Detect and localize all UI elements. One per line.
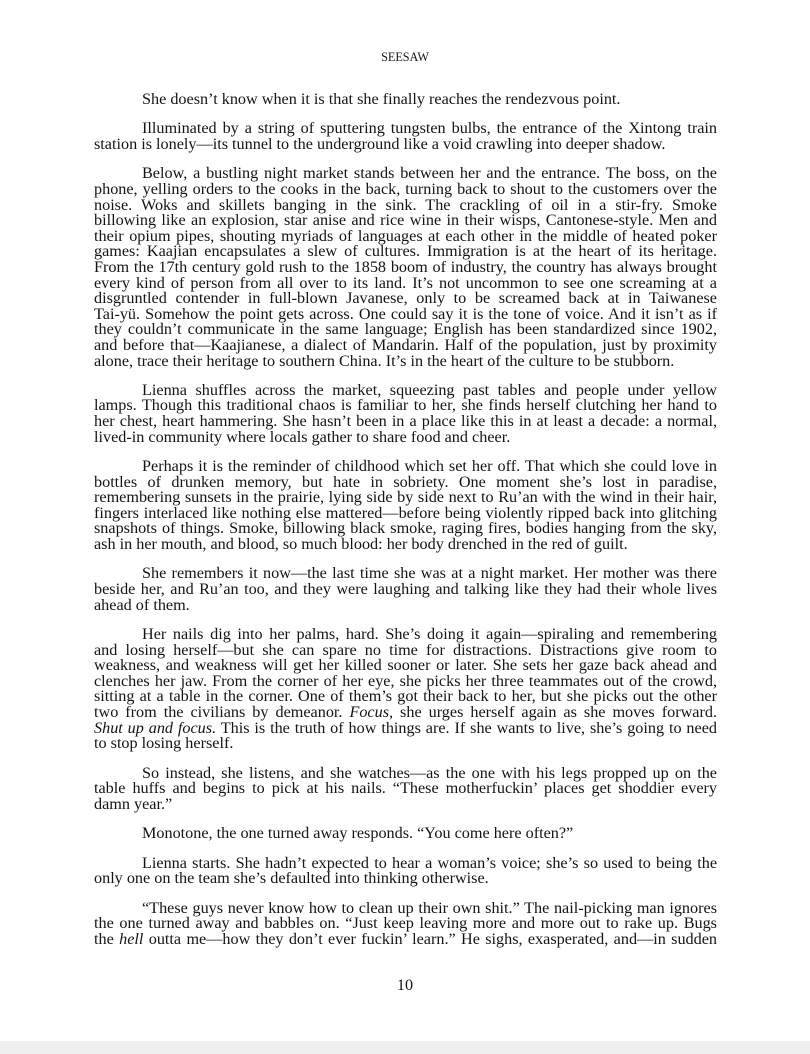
line-text: Lienna shuffles across the market, squeezing past tables and people under yellow	[142, 380, 717, 399]
text-run: This is the truth of how things are. If she wants to live, she’s going to need	[216, 718, 717, 737]
line-text: their opium pipes, shouting myriads of languages at each other in the middle of heated poker	[94, 226, 717, 245]
line-text: fingers interlaced like nothing else mattered—before being violently ripped back into glitching	[94, 503, 717, 522]
emphasized-text: Shut up and focus.	[94, 718, 217, 737]
line-text: Lienna starts. She hadn’t expected to hear a woman’s voice; she’s so used to being the	[142, 853, 717, 872]
line-text: “These guys never know how to clean up their own shit.” The nail-picking man ignores	[142, 898, 717, 917]
page-number: 10	[396, 976, 414, 994]
line-text: Monotone, the one turned away responds. “You come here often?”	[142, 824, 574, 843]
line-text: Her nails dig into her palms, hard. She’s doing it again—spiraling and remembering	[142, 625, 717, 643]
text-line	[94, 781, 717, 797]
line-text: only one on the team she’s defaulted into thinking otherwise.	[94, 869, 489, 888]
text-line	[94, 871, 717, 887]
paragraph	[94, 566, 717, 613]
text-line	[94, 794, 717, 813]
text-line	[94, 736, 717, 752]
text-line	[94, 134, 717, 153]
line-text: games: Kaajian encapsulates a slew of cultures. Immigration is at the heart of its heritage.	[94, 242, 717, 261]
line-text: alone, trace their heritage to southern China. It’s in the heart of the culture to be stubborn.	[94, 351, 675, 370]
line-text: weakness, and weakness will get her killed sooner or later. She sets her gaze back ahead and	[94, 656, 717, 675]
text-run: outta me—how they don’t ever fuckin’ learn.” He sighs, exasperated, and—in sudden	[143, 929, 718, 948]
paragraph	[94, 121, 717, 152]
line-text: Perhaps it is the reminder of childhood which set her off. That which she could love in	[142, 457, 717, 476]
line-text: they couldn’t communicate in the same language; English has been standardized since 1902,	[94, 320, 717, 339]
line-text: station is lonely—its tunnel to the underground like a void crawling into deeper shadow.	[94, 134, 666, 153]
text-run: the	[94, 929, 120, 948]
line-text: the one turned away and babbles on. “Just keep leaving more and more out to rake up. Bugs	[94, 914, 717, 933]
text-line	[94, 537, 717, 553]
line-text: ahead of them.	[94, 595, 190, 614]
line-text: clenches her jaw. From the corner of her eye, she picks her three teammates out of the crowd,	[94, 671, 717, 690]
line-text: sitting at a table in the corner. One of them’s got their back to her, but she picks out the other	[94, 687, 717, 706]
line-text: to stop losing herself.	[94, 734, 234, 753]
line-text: Tai-yü. Somehow the point gets across. One could say it is the tone of voice. And it isn’t as if	[94, 304, 717, 323]
line-text: her chest, heart hammering. She hasn’t been in a place like this in at least a decade: a normal,	[94, 412, 717, 431]
paragraph	[94, 826, 717, 842]
line-text	[94, 930, 717, 948]
page-bottom-edge	[0, 1041, 810, 1054]
line-text: snapshots of things. Smoke, billowing black smoke, raging fires, bodies hanging from the sky,	[94, 519, 717, 538]
line-text: Below, a bustling night market stands between her and the entrance. The boss, on the	[142, 164, 717, 183]
paragraph	[94, 627, 717, 752]
line-text: So instead, she listens, and she watches—as the one with his legs propped up on the	[142, 763, 717, 782]
line-text: Illuminated by a string of sputtering tungsten bulbs, the entrance of the Xintong train	[142, 119, 717, 138]
line-text: bottles of drunken memory, but hate in sobriety. One moment she’s lost in paradise,	[94, 472, 717, 491]
paragraph	[94, 853, 717, 888]
line-text: damn year.”	[94, 794, 173, 813]
paragraph	[94, 459, 717, 553]
line-text: She remembers it now—the last time she was at a night market. Her mother was there	[142, 564, 717, 583]
line-text: remembering sunsets in the prairie, lying side by side next to Ru’an with the wind in their hair,	[94, 488, 717, 507]
line-text: every kind of person from all over to its land. It’s not uncommon to see one screaming at a	[94, 273, 717, 292]
body-text	[94, 92, 717, 947]
text-line	[94, 351, 717, 370]
line-text: disgruntled contender in full-blown Javanese, only to be screamed back at in Taiwanese	[94, 289, 717, 308]
paragraph	[94, 898, 718, 948]
line-text: From the 17th century gold rush to the 1858 boom of industry, the country has always brought	[94, 257, 717, 276]
line-text: phone, yelling orders to the cooks in the back, turning back to shout to the customers over the	[94, 179, 717, 198]
line-text: table huffs and begins to pick at his nails. “These motherfuckin’ places get shoddier every	[94, 779, 717, 798]
line-text: lived-in community where locals gather to share food and cheer.	[94, 427, 511, 446]
text-line	[94, 595, 717, 614]
text-line	[142, 826, 717, 842]
line-text: beside her, and Ru’an too, and they were laughing and talking like they had their whole lives	[94, 580, 717, 599]
paragraph	[94, 763, 717, 813]
emphasized-text: Focus,	[349, 702, 394, 721]
paragraph	[94, 380, 717, 446]
line-text: and losing herself—but she can spare no time for distractions. Distractions give room to	[94, 640, 717, 659]
line-text: billowing like an explosion, star anise and rice wine in their wisps, Cantonese-style. Men and	[94, 211, 717, 230]
line-text: ash in her mouth, and blood, so much blood: her body drenched in the red of guilt.	[94, 535, 628, 554]
text-run: two from the civilians by demeanor.	[94, 702, 350, 721]
text-run: she urges herself again as she moves forward.	[393, 702, 717, 721]
running-header: SEESAW	[381, 50, 429, 64]
paragraph	[94, 166, 717, 369]
text-line	[142, 92, 717, 108]
line-text: and before that—Kaajianese, a dialect of Mandarin. Half of the population, just by proximity	[94, 335, 717, 354]
text-line	[94, 929, 718, 948]
paragraph	[94, 92, 717, 108]
line-text: noise. Woks and skillets banging in the sink. The crackling of oil in a stir-fry. Smoke	[94, 195, 717, 214]
emphasized-text: hell	[119, 929, 144, 948]
line-text: She doesn’t know when it is that she finally reaches the rendezvous point.	[142, 90, 621, 108]
line-text: lamps. Though this traditional chaos is familiar to her, she finds herself clutching her hand to	[94, 396, 717, 415]
text-line	[94, 427, 717, 446]
